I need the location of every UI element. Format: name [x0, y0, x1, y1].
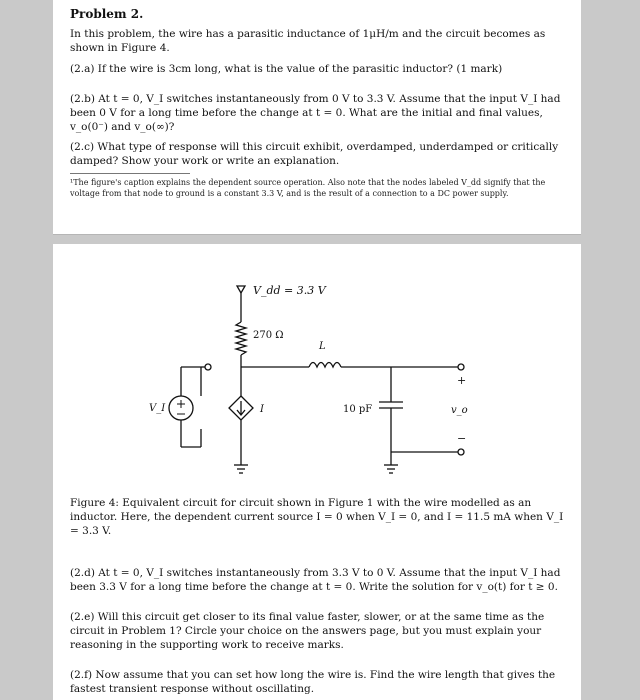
page-top — [53, 0, 581, 235]
footnote: ¹The figure's caption explains the dependent source operation. Also note that the nodes labeled V_dd signify that the voltage from that node to ground is a constant 3.3 V, and is the result of a connection to a DC power supply. — [70, 178, 546, 198]
vdd-arrow — [237, 286, 245, 293]
problem-intro: In this problem, the wire has a parasitic inductance of 1μH/m and the circuit becomes as shown in Figure 4. — [70, 28, 546, 54]
vdd-label: V_dd = 3.3 V — [253, 284, 326, 297]
plus-sign: + — [457, 374, 467, 387]
ground-symbol-right — [384, 465, 398, 473]
output-terminal-plus — [458, 364, 464, 370]
input-label: V_I — [149, 403, 166, 414]
question-2f: (2.f) Now assume that you can set how long the wire is. Find the wire length that gives the fastest transient response without oscillating. — [70, 669, 556, 695]
page-bottom — [53, 244, 581, 700]
inductor-l — [309, 363, 341, 368]
resistor-270 — [236, 322, 246, 355]
question-2a: (2.a) If the wire is 3cm long, what is the value of the parasitic inductor? (1 mark) — [70, 63, 503, 75]
capacitor-label: 10 pF — [343, 404, 373, 415]
ground-symbol-left — [234, 465, 248, 473]
resistor-label: 270 Ω — [253, 330, 284, 341]
question-2c: (2.c) What type of response will this circuit exhibit, overdamped, underdamped or critically damped? Show your work or write an explanation. — [70, 141, 559, 167]
figure-caption: Figure 4: Equivalent circuit for circuit shown in Figure 1 with the wire modelled as an inductor. Here, the dependent current source I = 0 when V_I = 0, and I = 11.5 mA when V_I = 3.3 V. — [70, 497, 564, 537]
minus-sign: − — [457, 432, 467, 445]
problem-title: Problem 2. — [70, 7, 144, 21]
output-label: v_o — [451, 405, 468, 416]
question-2b: (2.b) At t = 0, V_I switches instantaneously from 0 V to 3.3 V. Assume that the input V_I had been 0 V for a long time before the change at t = 0. What are the initial and final values, v_o(0⁻) and v_o(∞)? — [70, 93, 561, 133]
input-terminal — [205, 364, 211, 370]
question-2e: (2.e) Will this circuit get closer to its final value faster, slower, or at the same time as the circuit in Problem 1? Circle your choice on the answers page, but you must explain your reasoning in the supporting work to receive marks. — [70, 611, 545, 651]
source-label: I — [260, 404, 264, 415]
output-terminal-minus — [458, 449, 464, 455]
question-2d: (2.d) At t = 0, V_I switches instantaneously from 3.3 V to 0 V. Assume that the input V_I had been 3.3 V for a long time before the change at t = 0. Write the solution for v_o(t) for t ≥ 0. — [70, 567, 561, 593]
footnote-rule — [70, 173, 190, 174]
inductor-label: L — [319, 341, 326, 352]
